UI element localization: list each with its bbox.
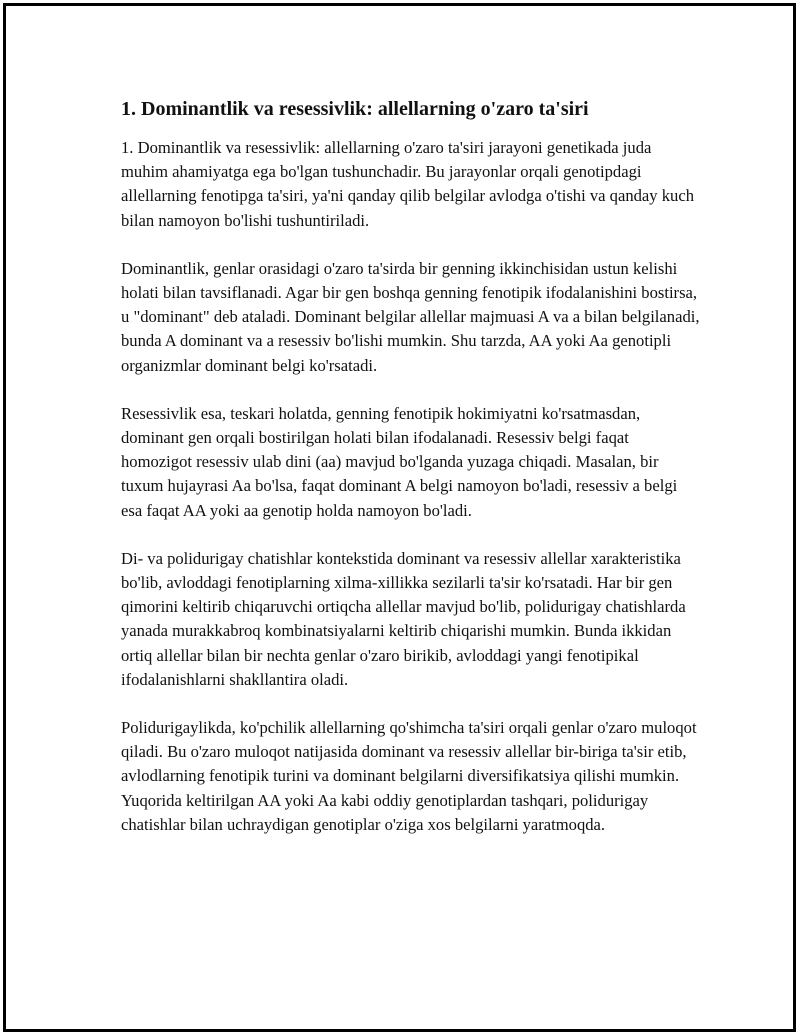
paragraph-crosses: Di- va polidurigay chatishlar kontekstida dominant va resessiv allellar xarakteristika bo'lib, avloddagi fenotiplarning xilma-xillikka sezilarli ta'sir ko'rsatadi. Har bir gen qimorini keltirib chiqaruvchi ortiqcha allellar mavjud bo'lib, polidurigay chatishlarda yanada murakkabroq kombinatsiyalarni keltirib chiqarishi mumkin. Bunda ikkidan ortiq allellar bilan bir nechta genlar o'zaro birikib, avloddagi yangi fenotipikal ifodalanishlarni shakllantira oladi. [121,548,686,689]
paragraph-polyhybrid: Polidurigaylikda, ko'pchilik allellarning qo'shimcha ta'siri orqali genlar o'zaro muloqot qiladi. Bu o'zaro muloqot natijasida dominant va resessiv allellar bir-biriga ta'sir etib, avlodlarning fenotipik turini va dominant belgilarni diversifikatsiya qilishi mumkin. Yuqorida keltirilgan AA yoki Aa kabi oddiy genotiplardan tashqari, polidurigay chatishlar bilan uchraydigan genotiplar o'ziga xos belgilarni yaratmoqda. [121,718,697,834]
paragraph-intro: 1. Dominantlik va resessivlik: allellarning o'zaro ta'siri jarayoni genetikada juda muhim ahamiyatga ega bo'lgan tushunchadir. Bu jarayonlar orqali genotipdagi allellarning fenotipga ta'siri, ya'ni qanday qilib belgilar avlodga o'tishi va qanday kuch bilan namoyon bo'lishi tushuntiriladi. [121,138,694,230]
document-body [121,96,701,861]
document-title: 1. Dominantlik va resessivlik: allellarning o'zaro ta'siri [121,98,589,120]
document-page [3,3,796,1032]
paragraph-dominance: Dominantlik, genlar orasidagi o'zaro ta'sirda bir genning ikkinchisidan ustun kelishi holati bilan tavsiflanadi. Agar bir gen boshqa genning fenotipik ifodalanishini bostirsa, u "dominant" deb ataladi. Dominant belgilar allellar majmuasi A va a bilan belgilanadi, bunda A dominant va a resessiv bo'lishi mumkin. Shu tarzda, AA yoki Aa genotipli organizmlar dominant belgi ko'rsatadi. [121,258,700,375]
paragraph-recessiveness: Resessivlik esa, teskari holatda, genning fenotipik hokimiyatni ko'rsatmasdan, dominant gen orqali bostirilgan holati bilan ifodalanadi. Resessiv belgi faqat homozigot resessiv ulab dini (aa) mavjud bo'lganda yuzaga chiqadi. Masalan, bir tuxum hujayrasi Aa bo'lsa, faqat dominant A belgi namoyon bo'ladi, resessiv a belgi esa faqat AA yoki aa genotip holda namoyon bo'ladi. [121,403,678,520]
